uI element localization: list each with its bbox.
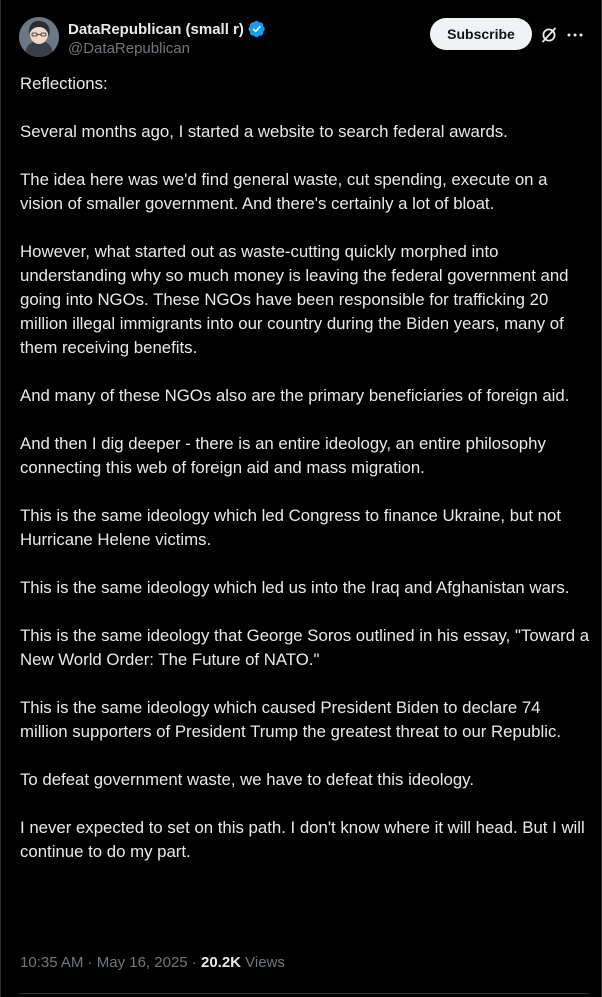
meta-separator: · — [187, 954, 201, 971]
post-paragraph: I never expected to set on this path. I don't know where it will head. But I will continue to do my part. — [20, 818, 585, 861]
subscribe-button[interactable]: Subscribe — [430, 18, 532, 50]
post-paragraph: However, what started out as waste-cutting quickly morphed into understanding why so much money is leaving the federal government and going into NGOs. These NGOs have been responsible for trafficking 20 million illegal immigrants into our country during the Biden years, many of them receiving benefits. — [20, 242, 569, 357]
post-paragraph: Several months ago, I started a website to search federal awards. — [20, 122, 508, 141]
post-paragraph: This is the same ideology which led Congress to finance Ukraine, but not Hurricane Helene victims. — [20, 506, 562, 549]
grok-slash-circle-icon[interactable] — [539, 25, 559, 45]
post-paragraph: The idea here was we'd find general waste, cut spending, execute on a vision of smaller government. And there's certainly a lot of bloat. — [20, 170, 548, 213]
post-time[interactable]: 10:35 AM — [20, 954, 84, 971]
ellipsis-icon[interactable] — [565, 25, 585, 45]
post-paragraph: This is the same ideology that George Soros outlined in his essay, "Toward a New World Order: The Future of NATO." — [20, 626, 590, 669]
post-paragraph: And then I dig deeper - there is an entire ideology, an entire philosophy connecting this web of foreign aid and mass migration. — [20, 434, 546, 477]
post-date[interactable]: May 16, 2025 — [96, 954, 188, 971]
display-name-row — [68, 19, 266, 39]
avatar[interactable] — [19, 17, 59, 57]
meta-separator: · — [83, 954, 97, 971]
verified-badge-icon[interactable] — [248, 20, 266, 38]
avatar-image-icon — [19, 17, 59, 57]
divider — [19, 993, 589, 994]
post-paragraph: To defeat government waste, we have to defeat this ideology. — [20, 770, 474, 789]
post-metadata — [20, 954, 285, 971]
views-count[interactable]: 20.2K — [200, 954, 242, 971]
author-info — [68, 19, 266, 57]
views-label: Views — [241, 954, 285, 971]
post-header — [19, 17, 589, 61]
post-paragraph: This is the same ideology which led us into the Iraq and Afghanistan wars. — [20, 578, 570, 597]
author-display-name[interactable]: DataRepublican (small r) — [68, 20, 244, 38]
post-text — [20, 72, 590, 888]
post-paragraph: Reflections: — [20, 74, 108, 93]
author-handle[interactable]: @DataRepublican — [68, 40, 190, 57]
post-paragraph: This is the same ideology which caused President Biden to declare 74 million supporters of President Trump the greatest threat to our Republic. — [20, 698, 561, 741]
post-paragraph: And many of these NGOs also are the primary beneficiaries of foreign aid. — [20, 386, 570, 405]
